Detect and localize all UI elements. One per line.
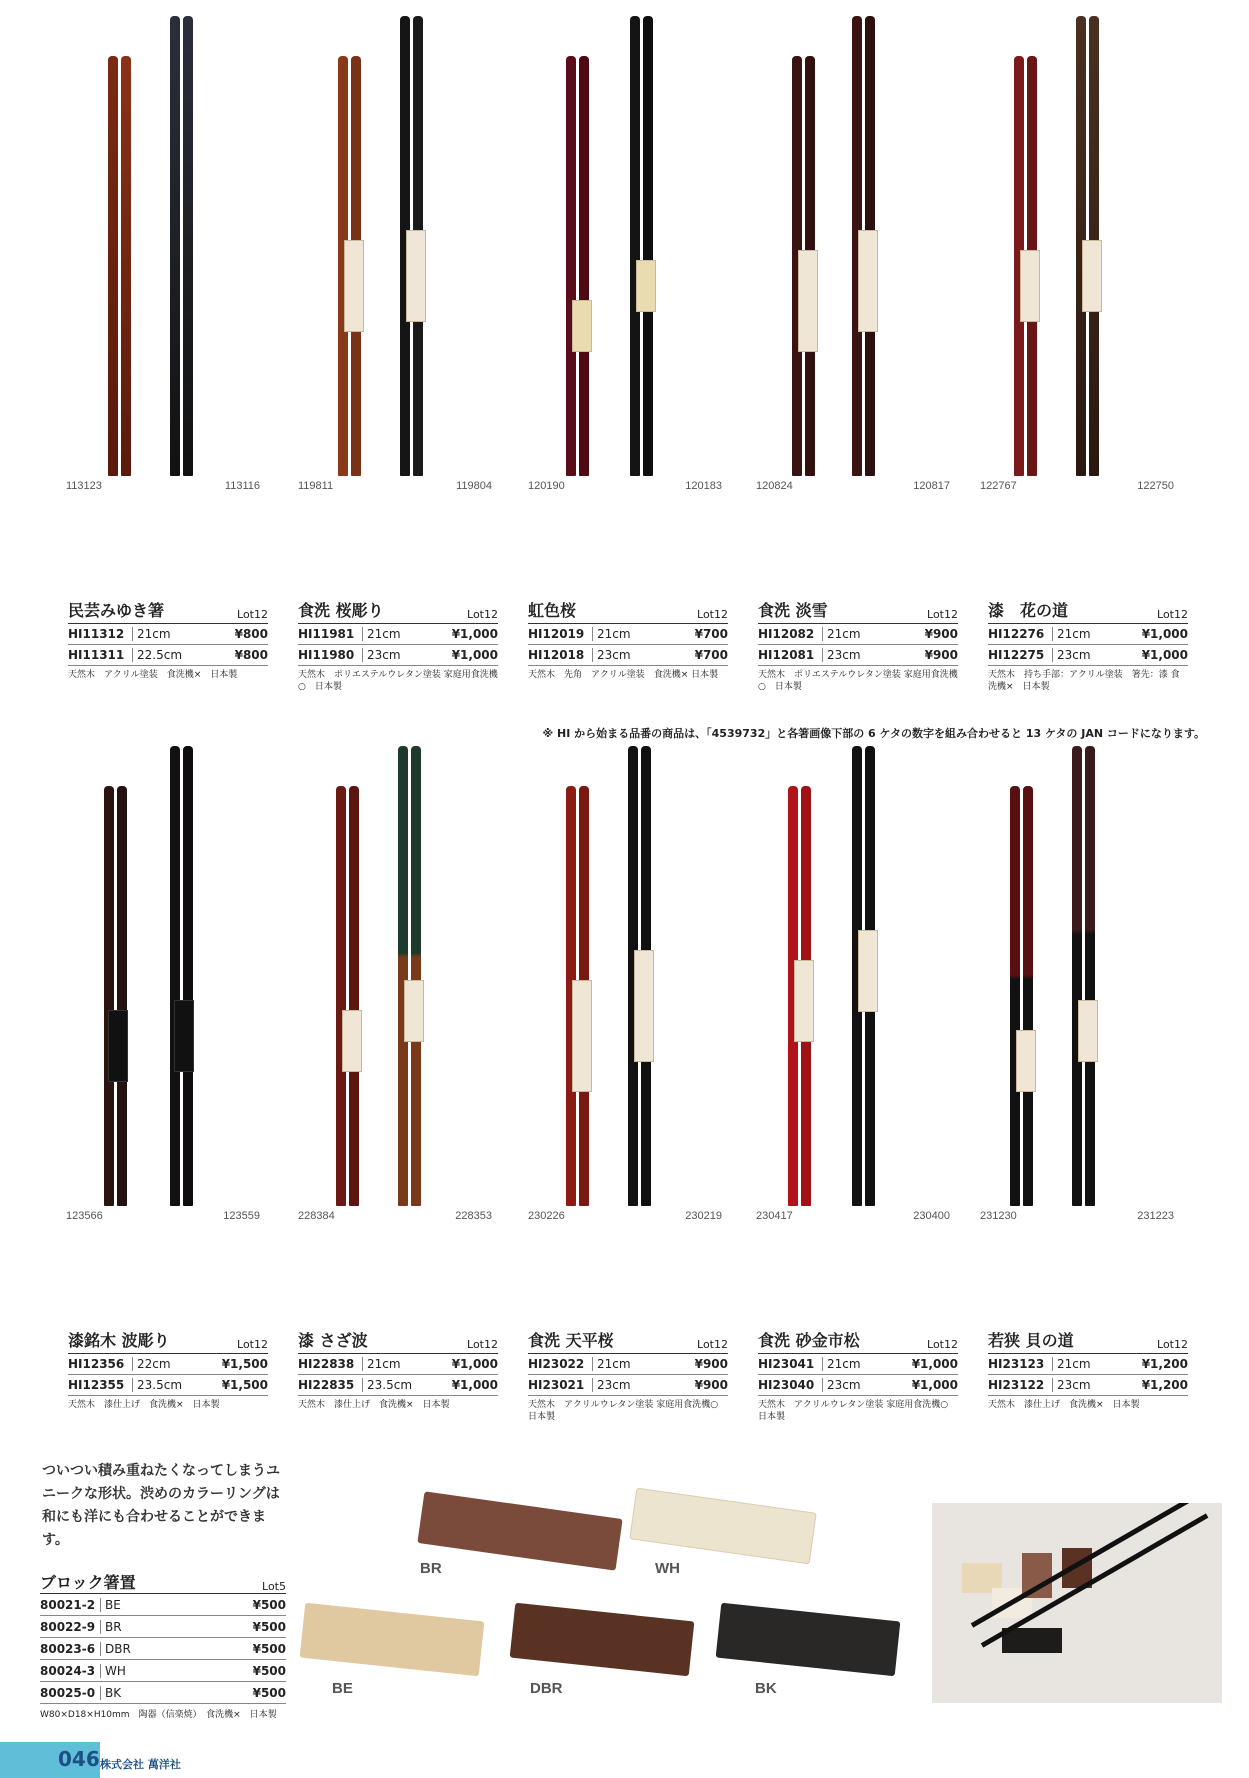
product-code-a: 230417 (756, 1210, 793, 1222)
chopstick-rest-dbr (510, 1603, 695, 1677)
table-row: HI23122 23cm ¥1,200 (988, 1375, 1188, 1396)
product-name: 漆 花の道 (988, 601, 1069, 620)
chopstick-pair-long (1085, 746, 1095, 1206)
product-photo-6 (58, 780, 268, 1220)
product-card (758, 598, 958, 693)
footer (0, 1742, 1249, 1778)
paper-band (1082, 240, 1102, 312)
product-code-b: 120817 (913, 480, 950, 492)
product-name: 食洗 桜彫り (298, 601, 384, 620)
lot-label: Lot12 (237, 608, 268, 621)
paper-band (858, 930, 878, 1012)
product-card (68, 1328, 268, 1411)
chopstick-pair-short (1023, 786, 1033, 1206)
chopstick-pair-long (170, 746, 180, 1206)
rest-note: W80×D18×H10mm 陶器（信楽焼） 食洗機× 日本製 (40, 1710, 277, 1720)
table-row: HI22835 23.5cm ¥1,000 (298, 1375, 498, 1396)
paper-band (572, 300, 592, 352)
rest-label-br: BR (420, 1560, 442, 1577)
lifestyle-photo (932, 1503, 1222, 1703)
chopstick-pair-short (121, 56, 131, 476)
paper-band (406, 230, 426, 322)
product-code-b: 230219 (685, 1210, 722, 1222)
product-name: 食洗 砂金市松 (758, 1331, 860, 1350)
product-photo-1 (58, 50, 268, 490)
product-photo-3 (520, 50, 730, 490)
paper-band (1016, 1030, 1036, 1092)
product-photo-9 (748, 780, 958, 1220)
product-code-a: 231230 (980, 1210, 1017, 1222)
product-note: 天然木 アクリル塗装 食洗機× 日本製 (68, 670, 238, 680)
table-row: HI23022 21cm ¥900 (528, 1354, 728, 1375)
table-row: HI11980 23cm ¥1,000 (298, 645, 498, 666)
table-row: HI12275 23cm ¥1,000 (988, 645, 1188, 666)
table-row: HI23040 23cm ¥1,000 (758, 1375, 958, 1396)
product-code-a: 228384 (298, 1210, 335, 1222)
product-code-a: 113123 (66, 480, 102, 492)
lot-label: Lot12 (1157, 1338, 1188, 1351)
table-row: HI23021 23cm ¥900 (528, 1375, 728, 1396)
chopstick-pair-short (117, 786, 127, 1206)
rest-table (40, 1570, 286, 1720)
product-note: 天然木 先角 アクリル塗装 食洗機× 日本製 (528, 670, 719, 680)
product-note: 天然木 漆仕上げ 食洗機× 日本製 (988, 1400, 1140, 1410)
paper-band (798, 250, 818, 352)
product-photo-4 (748, 50, 958, 490)
product-card (758, 1328, 958, 1423)
product-photo-5 (972, 50, 1182, 490)
lot-label: Lot12 (237, 1338, 268, 1351)
product-code-b: 230400 (913, 1210, 950, 1222)
product-name: 虹色桜 (528, 601, 577, 620)
chopstick-rest-br (417, 1491, 622, 1570)
rest-label-dbr: DBR (530, 1680, 563, 1697)
product-code-b: 228353 (455, 1210, 492, 1222)
product-card (528, 598, 728, 681)
product-code-b: 123559 (223, 1210, 260, 1222)
product-note: 天然木 アクリルウレタン塗装 家庭用食洗機○ 日本製 (528, 1400, 728, 1422)
chopstick-pair-short (349, 786, 359, 1206)
product-code-a: 123566 (66, 1210, 103, 1222)
table-row: HI12019 21cm ¥700 (528, 624, 728, 645)
chopstick-pair-short (108, 56, 118, 476)
product-note: 天然木 ポリエステルウレタン塗装 家庭用食洗機○ 日本製 (298, 670, 498, 692)
product-code-b: 120183 (685, 480, 722, 492)
lot-label: Lot12 (927, 608, 958, 621)
product-code-a: 120190 (528, 480, 565, 492)
chopstick-pair-short (566, 56, 576, 476)
rest-label-be: BE (332, 1680, 353, 1697)
chopstick-pair-long (411, 746, 421, 1206)
chopstick (981, 1513, 1209, 1647)
product-photo-7 (290, 780, 500, 1220)
product-code-b: 113116 (224, 480, 260, 492)
table-row: 80021-2 BE ¥500 (40, 1594, 286, 1616)
table-row: HI11981 21cm ¥1,000 (298, 624, 498, 645)
table-row: HI11312 21cm ¥800 (68, 624, 268, 645)
product-card (988, 598, 1188, 693)
paper-band (1078, 1000, 1098, 1062)
table-row: 80025-0 BK ¥500 (40, 1682, 286, 1704)
product-card (68, 598, 268, 681)
table-row: HI23041 21cm ¥1,000 (758, 1354, 958, 1375)
rest-label-bk: BK (755, 1680, 777, 1697)
table-row: 80024-3 WH ¥500 (40, 1660, 286, 1682)
product-code-a: 122767 (980, 480, 1017, 492)
chopstick-pair-long (643, 16, 653, 476)
table-row: HI12276 21cm ¥1,000 (988, 624, 1188, 645)
paper-band (572, 980, 592, 1092)
product-card (988, 1328, 1188, 1411)
product-card (298, 1328, 498, 1411)
product-name: 食洗 淡雪 (758, 601, 828, 620)
lot-label: Lot5 (262, 1580, 286, 1593)
chopstick-pair-short (1010, 786, 1020, 1206)
table-row: HI12018 23cm ¥700 (528, 645, 728, 666)
chopstick-rest-be (300, 1603, 485, 1677)
chopstick-rest-wh (629, 1488, 816, 1565)
promo-text: ついつい積み重ねたくなってしまうユニークな形状。渋めのカラーリングは和にも洋にも合わせることができます。 (42, 1463, 280, 1548)
lot-label: Lot12 (697, 1338, 728, 1351)
chopstick-pair-long (183, 746, 193, 1206)
paper-band (858, 230, 878, 332)
product-code-b: 122750 (1137, 480, 1174, 492)
table-row: 80023-6 DBR ¥500 (40, 1638, 286, 1660)
rest-label-wh: WH (655, 1560, 680, 1577)
table-row: 80022-9 BR ¥500 (40, 1616, 286, 1638)
jan-note: ※ HI から始まる品番の商品は、「4539732」と各箸画像下部の 6 ケタの数字を組み合わせると 13 ケタの JAN コードになります。 (542, 727, 1205, 740)
paper-band (1020, 250, 1040, 322)
product-card (298, 598, 498, 693)
chopstick-pair-long (630, 16, 640, 476)
table-row: HI22838 21cm ¥1,000 (298, 1354, 498, 1375)
product-code-a: 119811 (298, 480, 334, 492)
table-row: HI12355 23.5cm ¥1,500 (68, 1375, 268, 1396)
paper-band (636, 260, 656, 312)
paper-band (174, 1000, 194, 1072)
company-name: 株式会社 萬洋社 (100, 1758, 181, 1771)
table-row: HI12356 22cm ¥1,500 (68, 1354, 268, 1375)
product-name: 食洗 天平桜 (528, 1331, 614, 1350)
product-photo-10 (972, 780, 1182, 1220)
rest-name: ブロック箸置 (40, 1573, 136, 1592)
paper-band (108, 1010, 128, 1082)
lot-label: Lot12 (697, 608, 728, 621)
chopstick-rest-bk (1002, 1628, 1062, 1653)
chopstick-rest-bk (716, 1603, 901, 1677)
table-row: HI11311 22.5cm ¥800 (68, 645, 268, 666)
product-photo-8 (520, 780, 730, 1220)
page-number: 046 (58, 1747, 100, 1771)
lot-label: Lot12 (1157, 608, 1188, 621)
paper-band (794, 960, 814, 1042)
product-note: 天然木 アクリルウレタン塗装 家庭用食洗機○ 日本製 (758, 1400, 958, 1422)
chopstick-pair-long (1072, 746, 1082, 1206)
table-row: HI23123 21cm ¥1,200 (988, 1354, 1188, 1375)
paper-band (342, 1010, 362, 1072)
product-code-b: 231223 (1137, 1210, 1174, 1222)
chopstick-pair-short (336, 786, 346, 1206)
lot-label: Lot12 (467, 608, 498, 621)
product-name: 若狭 貝の道 (988, 1331, 1074, 1350)
lot-label: Lot12 (927, 1338, 958, 1351)
chopstick-pair-long (170, 16, 180, 476)
paper-band (344, 240, 364, 332)
product-name: 民芸みゆき箸 (68, 601, 165, 620)
chopstick-pair-short (579, 56, 589, 476)
product-photo-2 (290, 50, 500, 490)
lot-label: Lot12 (467, 1338, 498, 1351)
product-code-a: 230226 (528, 1210, 565, 1222)
product-note: 天然木 漆仕上げ 食洗機× 日本製 (298, 1400, 450, 1410)
chopstick-pair-long (183, 16, 193, 476)
product-code-b: 119804 (456, 480, 492, 492)
product-code-a: 120824 (756, 480, 793, 492)
product-note: 天然木 漆仕上げ 食洗機× 日本製 (68, 1400, 220, 1410)
product-card (528, 1328, 728, 1423)
paper-band (404, 980, 424, 1042)
table-row: HI12081 23cm ¥900 (758, 645, 958, 666)
product-name: 漆銘木 波彫り (68, 1331, 170, 1350)
table-row: HI12082 21cm ¥900 (758, 624, 958, 645)
chopstick-pair-short (104, 786, 114, 1206)
product-note: 天然木 持ち手部：アクリル塗装 箸先：漆 食洗機× 日本製 (988, 670, 1180, 692)
product-name: 漆 さざ波 (298, 1331, 368, 1350)
paper-band (634, 950, 654, 1062)
chopstick-pair-long (398, 746, 408, 1206)
product-note: 天然木 ポリエステルウレタン塗装 家庭用食洗機○ 日本製 (758, 670, 958, 692)
